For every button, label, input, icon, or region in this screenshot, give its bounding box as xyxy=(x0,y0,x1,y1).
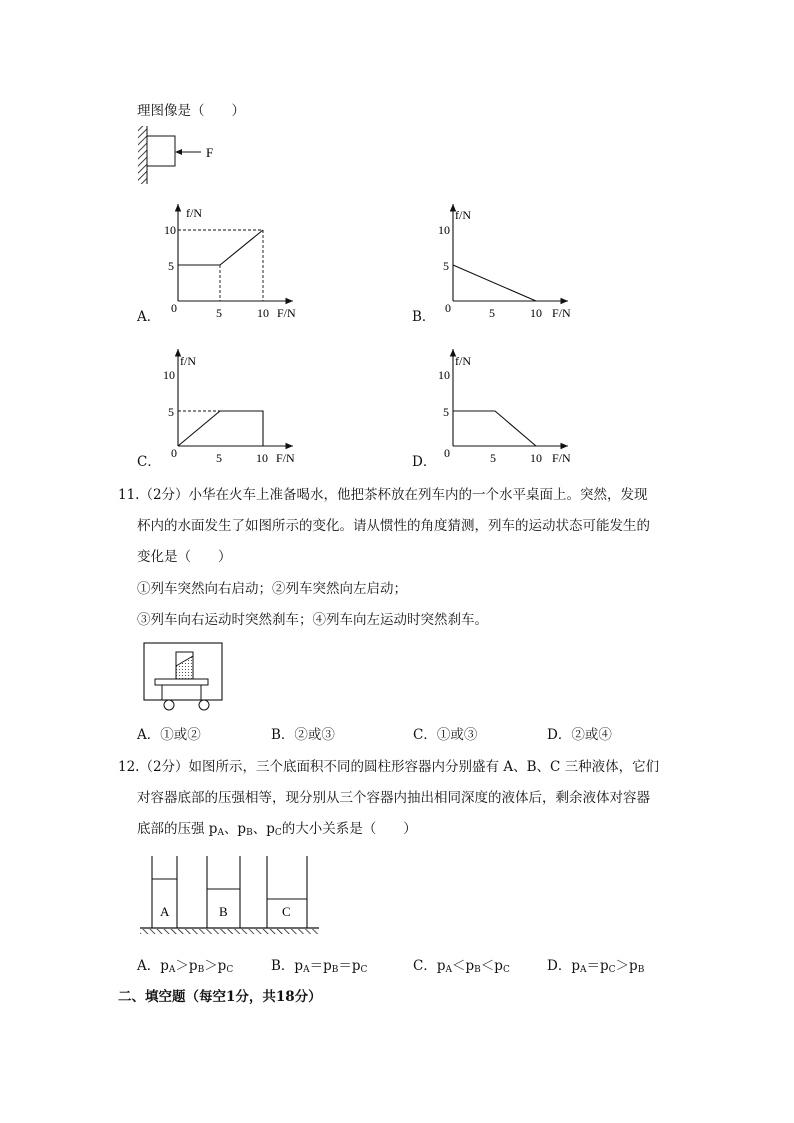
x-tick-10: 10 xyxy=(530,451,542,465)
wheel-left xyxy=(164,700,174,710)
y-tick-10: 10 xyxy=(438,223,450,237)
x-tick-10: 10 xyxy=(530,306,542,320)
origin-label: 0 xyxy=(171,446,177,460)
x-axis-label: F/N xyxy=(277,306,296,320)
q12-line2: 对容器底部的压强相等，现分别从三个容器内抽出相同深度的液体后，剩余液体对容器 xyxy=(137,790,650,806)
graph-d xyxy=(435,345,585,475)
graph-c xyxy=(160,345,310,475)
x-tick-5: 5 xyxy=(490,451,496,465)
origin-label: 0 xyxy=(444,446,450,460)
origin-label: 0 xyxy=(171,301,177,315)
wheel-right xyxy=(199,700,209,710)
y-tick-5: 5 xyxy=(443,405,449,419)
force-label: F xyxy=(206,145,214,160)
option-d-label: D． xyxy=(412,454,437,470)
graph-a-line xyxy=(178,230,263,265)
q10-stem-tail: 理图像是（ ） xyxy=(137,103,245,119)
q11-option-d: D．②或④ xyxy=(547,727,612,743)
q12-option-b: B．$p_A=p_B=p_C$ xyxy=(271,958,368,975)
y-tick-10: 10 xyxy=(163,368,175,382)
q11-statement-1: ①列车突然向右启动；②列车突然向左启动； xyxy=(137,581,407,597)
x-axis-label: F/N xyxy=(552,451,571,465)
y-tick-10: 10 xyxy=(438,368,450,382)
q12-option-a: A．$p_A>p_B>p_C$ xyxy=(137,958,234,975)
q11-option-b: B．②或③ xyxy=(271,727,335,743)
origin-label: 0 xyxy=(445,301,451,315)
q11-option-a: A．①或② xyxy=(137,727,201,743)
option-c-label: C． xyxy=(137,454,161,470)
label-c: C xyxy=(282,904,291,919)
wall xyxy=(138,126,147,184)
graph-d-line xyxy=(453,411,536,446)
q12-option-d: D．$p_A=p_C>p_B$ xyxy=(547,958,645,975)
section-2-heading: 二、填空题（每空1分，共18分） xyxy=(118,989,322,1005)
q11-line2: 杯内的水面发生了如图所示的变化。请从惯性的角度猜测，列车的运动状态可能发生的 xyxy=(137,518,650,534)
graph-b-line xyxy=(453,265,536,301)
q11-statement-2: ③列车向右运动时突然刹车；④列车向左运动时突然刹车。 xyxy=(137,612,488,628)
block xyxy=(147,136,175,166)
y-axis-label: f/N xyxy=(455,208,471,222)
y-axis-label: f/N xyxy=(455,354,471,368)
graph-c-line xyxy=(178,411,263,446)
x-axis-label: F/N xyxy=(552,306,571,320)
q12-option-c: C．$p_A<p_B<p_C$ xyxy=(413,958,510,975)
y-tick-5: 5 xyxy=(443,259,449,273)
x-tick-10: 10 xyxy=(257,306,269,320)
y-axis-label: f/N xyxy=(186,206,202,220)
q11-line3: 变化是（ ） xyxy=(137,549,232,565)
table-top xyxy=(155,679,208,685)
q12-line1: 12.（2分）如图所示，三个底面积不同的圆柱形容器内分别盛有 A、B、C 三种液体，它们 xyxy=(118,759,660,775)
y-tick-5: 5 xyxy=(168,259,174,273)
label-b: B xyxy=(219,904,228,919)
x-tick-5: 5 xyxy=(489,306,495,320)
train-cup-figure xyxy=(142,641,226,713)
y-tick-5: 5 xyxy=(168,405,174,419)
x-tick-5: 5 xyxy=(216,451,222,465)
graph-b xyxy=(435,200,585,330)
q12-line3: 底部的压强 $p_A$、$p_B$、$p_C$的大小关系是（ ） xyxy=(137,821,417,838)
q11-line1: 11.（2分）小华在火车上准备喝水，他把茶杯放在列车内的一个水平桌面上。突然，发现 xyxy=(118,487,648,503)
q11-option-c: C．①或③ xyxy=(413,727,478,743)
y-tick-10: 10 xyxy=(164,223,176,237)
ground-hatch xyxy=(140,929,319,934)
x-tick-10: 10 xyxy=(256,451,268,465)
x-tick-5: 5 xyxy=(216,306,222,320)
x-axis-label: F/N xyxy=(276,451,295,465)
wall-block-figure xyxy=(130,124,240,188)
option-b-label: B． xyxy=(412,309,436,325)
graph-a xyxy=(160,200,310,330)
containers-figure xyxy=(136,852,326,940)
y-axis-label: f/N xyxy=(180,354,196,368)
label-a: A xyxy=(160,904,170,919)
option-a-label: A． xyxy=(137,309,161,325)
